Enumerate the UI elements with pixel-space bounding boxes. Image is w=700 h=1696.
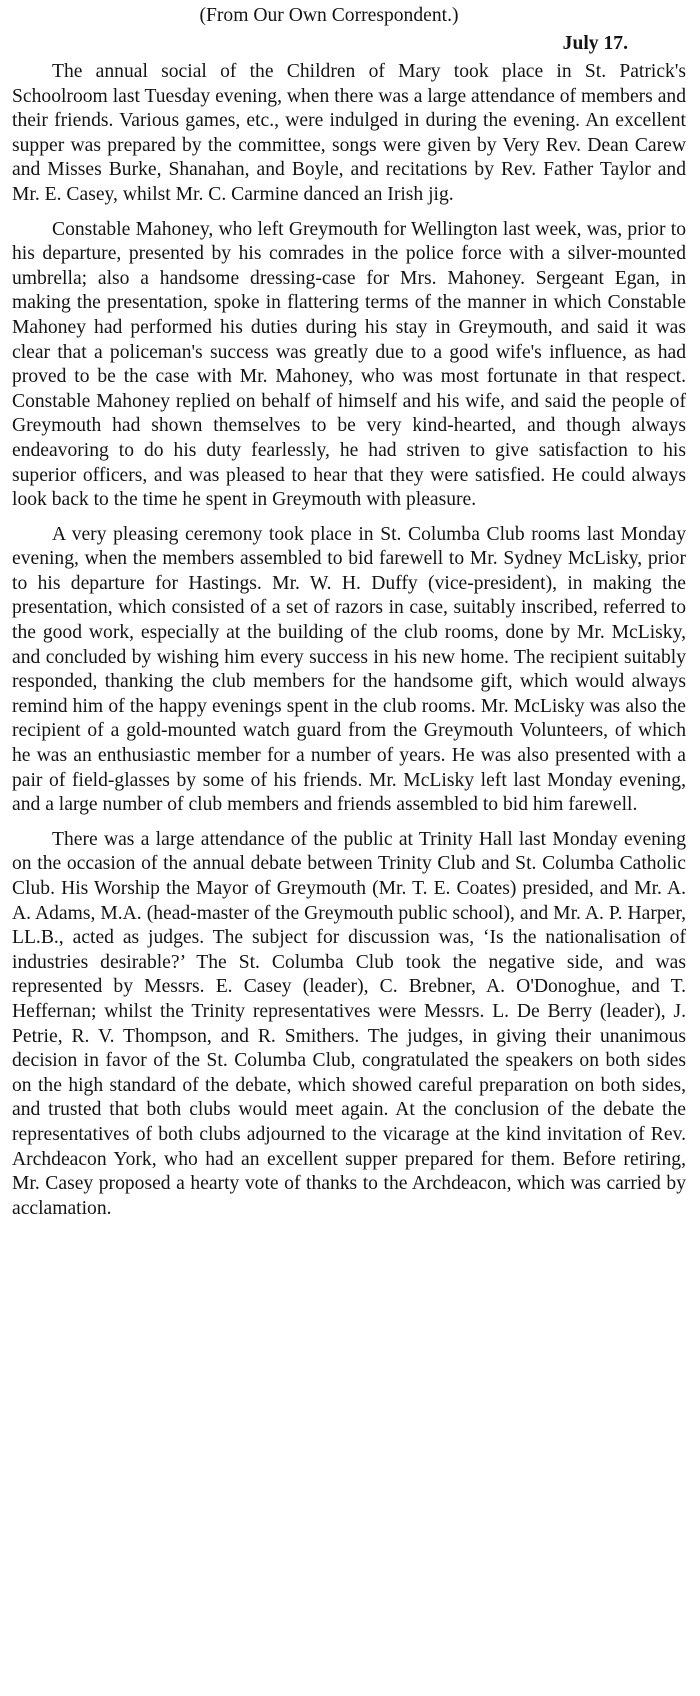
article-paragraph-children-of-mary: The annual social of the Children of Mary took place in St. Patrick's Schoolroom last Tuesday evening, when there was a large attendance of members and their friends. Various games, etc., were indulged in during the evening. An excellent supper was prepared by the committee, songs were given by Very Rev. Dean Carew and Misses Burke, Shanahan, and Boyle, and recitations by Rev. Father Taylor and Mr. E. Casey, whilst Mr. C. Carmine danced an Irish jig. bbox=[12, 61, 686, 205]
correspondent-heading: (From Our Own Correspondent.) bbox=[199, 5, 459, 26]
article-paragraph-constable-mahoney: Constable Mahoney, who left Greymouth for Wellington last week, was, prior to his departure, presented by his comrades in the police force with a silver-mounted umbrella; also a handsome dressing-case for Mrs. Mahoney. Sergeant Egan, in making the presentation, spoke in flattering terms of the manner in which Constable Mahoney had performed his duties during his stay in Greymouth, and said it was clear that a policeman's success was greatly due to a good wife's influence, as had proved to be the case with Mr. Mahoney, who was most fortunate in that respect. Constable Mahoney replied on behalf of himself and his wife, and said the people of Greymouth had shown themselves to be very kind-hearted, and though always endeavoring to do his duty fearlessly, he had striven to give satisfaction to his superior officers, and was pleased to hear that they were satisfied. He could always look back to the time he spent in Greymouth with pleasure. bbox=[12, 218, 686, 511]
article-paragraph-trinity-debate: There was a large attendance of the public at Trinity Hall last Monday evening on the occasion of the annual debate between Trinity Club and St. Columba Catholic Club. His Worship the Mayor of Greymouth (Mr. T. E. Coates) presided, and Mr. A. A. Adams, M.A. (head-master of the Greymouth public school), and Mr. A. P. Harper, LL.B., acted as judges. The subject for discussion was, ‘Is the nationalisation of industries desirable?’ The St. Columba Club took the negative side, and was represented by Messrs. E. Casey (leader), C. Brebner, A. O'Donoghue, and T. Heffernan; whilst the Trinity representatives were Messrs. L. De Berry (leader), J. Petrie, R. V. Thompson, and R. Smithers. The judges, in giving their unanimous decision in favor of the St. Columba Club, congratulated the speakers on both sides on the high standard of the debate, which showed careful preparation on both sides, and trusted that both clubs would meet again. At the conclusion of the debate the representatives of both clubs adjourned to the vicarage at the kind invitation of Rev. Archdeacon York, who had an excellent supper prepared for them. Before retiring, Mr. Casey proposed a hearty vote of thanks to the Archdeacon, which was carried by acclamation. bbox=[12, 828, 686, 1219]
dateline: July 17. bbox=[562, 33, 628, 54]
article-paragraph-mclisky-farewell: A very pleasing ceremony took place in St. Columba Club rooms last Monday evening, when the members assembled to bid farewell to Mr. Sydney McLisky, prior to his departure for Hastings. Mr. W. H. Duffy (vice-president), in making the presentation, which consisted of a set of razors in case, suitably inscribed, referred to the good work, especially at the building of the club rooms, done by Mr. McLisky, and concluded by wishing him every success in his new home. The recipient suitably responded, thanking the club members for the handsome gift, which would always remind him of the happy evenings spent in the club rooms. Mr. McLisky was also the recipient of a gold-mounted watch guard from the Greymouth Volunteers, of which he was an enthusiastic member for a number of years. He was also presented with a pair of field-glasses by some of his friends. Mr. McLisky left last Monday evening, and a large number of club members and friends assembled to bid him farewell. bbox=[12, 523, 686, 816]
